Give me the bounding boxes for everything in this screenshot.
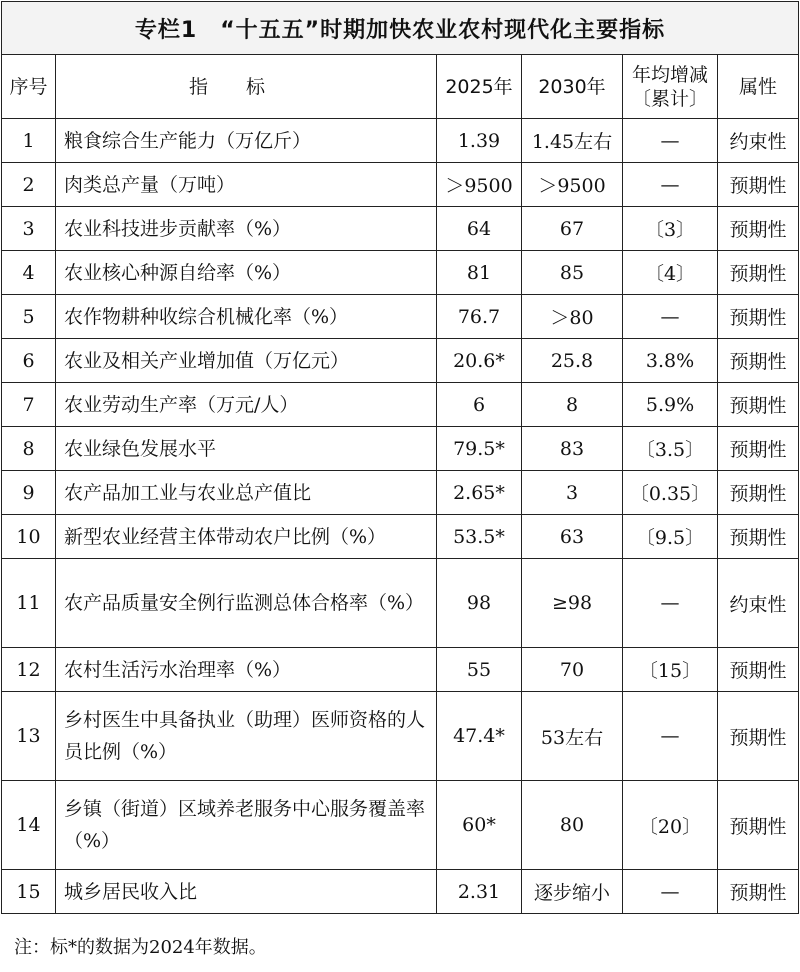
value-2030: ≥98: [522, 559, 623, 648]
annual-growth: —: [623, 295, 718, 339]
row-number: 6: [2, 339, 56, 383]
value-2025: 53.5*: [437, 515, 522, 559]
indicator-name: 农村生活污水治理率（%）: [56, 648, 437, 692]
table-row: [2, 427, 799, 471]
table-footnote: 注：标*的数据为2024年数据。: [14, 937, 267, 958]
annual-growth: —: [623, 559, 718, 648]
table-row: [2, 119, 799, 163]
row-number: 8: [2, 427, 56, 471]
row-number: 2: [2, 163, 56, 207]
table-row: [2, 870, 799, 914]
attribute: 约束性: [718, 559, 799, 648]
value-2025: 81: [437, 251, 522, 295]
value-2030: ＞80: [522, 295, 623, 339]
header-2030: 2030年: [522, 55, 623, 119]
table-row: [2, 692, 799, 781]
indicator-name: 农业及相关产业增加值（万亿元）: [56, 339, 437, 383]
table-row: [2, 515, 799, 559]
annual-growth: 5.9%: [623, 383, 718, 427]
value-2030: 63: [522, 515, 623, 559]
indicator-name: 农产品质量安全例行监测总体合格率（%）: [56, 559, 437, 648]
header-2025: 2025年: [437, 55, 522, 119]
value-2025: 64: [437, 207, 522, 251]
table-row: [2, 383, 799, 427]
value-2030: ＞9500: [522, 163, 623, 207]
table-row: [2, 207, 799, 251]
value-2030: 8: [522, 383, 623, 427]
annual-growth: 〔15〕: [623, 648, 718, 692]
indicator-table-container: [1, 1, 798, 914]
table-row: [2, 559, 799, 648]
value-2025: 2.31: [437, 870, 522, 914]
value-2025: 47.4*: [437, 692, 522, 781]
attribute: 预期性: [718, 471, 799, 515]
indicator-name: 新型农业经营主体带动农户比例（%）: [56, 515, 437, 559]
attribute: 预期性: [718, 427, 799, 471]
value-2025: 55: [437, 648, 522, 692]
annual-growth: 3.8%: [623, 339, 718, 383]
annual-growth: 〔0.35〕: [623, 471, 718, 515]
attribute: 预期性: [718, 383, 799, 427]
header-indicator: 指标: [56, 55, 437, 119]
indicator-name: 农业科技进步贡献率（%）: [56, 207, 437, 251]
row-number: 3: [2, 207, 56, 251]
row-number: 13: [2, 692, 56, 781]
value-2030: 70: [522, 648, 623, 692]
indicator-name: 农业绿色发展水平: [56, 427, 437, 471]
annual-growth: 〔3〕: [623, 207, 718, 251]
value-2025: 6: [437, 383, 522, 427]
row-number: 4: [2, 251, 56, 295]
annual-growth: —: [623, 870, 718, 914]
indicator-name: 农业核心种源自给率（%）: [56, 251, 437, 295]
table-row: [2, 471, 799, 515]
attribute: 约束性: [718, 119, 799, 163]
attribute: 预期性: [718, 870, 799, 914]
indicator-name: 乡镇（街道）区域养老服务中心服务覆盖率（%）: [56, 781, 437, 870]
header-row: [2, 55, 799, 119]
value-2030: 85: [522, 251, 623, 295]
row-number: 15: [2, 870, 56, 914]
row-number: 10: [2, 515, 56, 559]
attribute: 预期性: [718, 339, 799, 383]
value-2030: 25.8: [522, 339, 623, 383]
attribute: 预期性: [718, 781, 799, 870]
row-number: 5: [2, 295, 56, 339]
value-2030: 逐步缩小: [522, 870, 623, 914]
value-2025: 2.65*: [437, 471, 522, 515]
value-2030: 83: [522, 427, 623, 471]
indicator-name: 农业劳动生产率（万元/人）: [56, 383, 437, 427]
row-number: 7: [2, 383, 56, 427]
value-2025: ＞9500: [437, 163, 522, 207]
row-number: 1: [2, 119, 56, 163]
annual-growth: 〔4〕: [623, 251, 718, 295]
attribute: 预期性: [718, 692, 799, 781]
value-2030: 80: [522, 781, 623, 870]
row-number: 9: [2, 471, 56, 515]
annual-growth: —: [623, 692, 718, 781]
table-row: [2, 163, 799, 207]
table-row: [2, 295, 799, 339]
value-2025: 60*: [437, 781, 522, 870]
value-2025: 76.7: [437, 295, 522, 339]
table-title: 专栏1 “十五五”时期加快农业农村现代化主要指标: [2, 2, 799, 55]
header-growth-line2: 〔累计〕: [631, 87, 708, 110]
header-growth: [623, 55, 718, 119]
attribute: 预期性: [718, 251, 799, 295]
value-2030: 3: [522, 471, 623, 515]
indicator-name: 城乡居民收入比: [56, 870, 437, 914]
indicator-name: 农作物耕种收综合机械化率（%）: [56, 295, 437, 339]
annual-growth: 〔20〕: [623, 781, 718, 870]
indicator-name: 肉类总产量（万吨）: [56, 163, 437, 207]
table-body: [2, 119, 799, 914]
value-2025: 98: [437, 559, 522, 648]
attribute: 预期性: [718, 515, 799, 559]
annual-growth: 〔9.5〕: [623, 515, 718, 559]
row-number: 11: [2, 559, 56, 648]
table-row: [2, 781, 799, 870]
attribute: 预期性: [718, 648, 799, 692]
value-2030: 1.45左右: [522, 119, 623, 163]
value-2025: 20.6*: [437, 339, 522, 383]
row-number: 14: [2, 781, 56, 870]
annual-growth: 〔3.5〕: [623, 427, 718, 471]
indicator-name: 乡村医生中具备执业（助理）医师资格的人员比例（%）: [56, 692, 437, 781]
row-number: 12: [2, 648, 56, 692]
annual-growth: —: [623, 163, 718, 207]
header-attribute: 属性: [718, 55, 799, 119]
annual-growth: —: [623, 119, 718, 163]
attribute: 预期性: [718, 295, 799, 339]
value-2030: 53左右: [522, 692, 623, 781]
header-growth-line1: 年均增减: [631, 63, 708, 86]
indicator-name: 农产品加工业与农业总产值比: [56, 471, 437, 515]
indicator-name: 粮食综合生产能力（万亿斤）: [56, 119, 437, 163]
attribute: 预期性: [718, 163, 799, 207]
table-row: [2, 648, 799, 692]
table-row: [2, 251, 799, 295]
value-2025: 1.39: [437, 119, 522, 163]
header-no: 序号: [2, 55, 56, 119]
indicator-table: [1, 1, 799, 914]
table-row: [2, 339, 799, 383]
value-2030: 67: [522, 207, 623, 251]
value-2025: 79.5*: [437, 427, 522, 471]
attribute: 预期性: [718, 207, 799, 251]
